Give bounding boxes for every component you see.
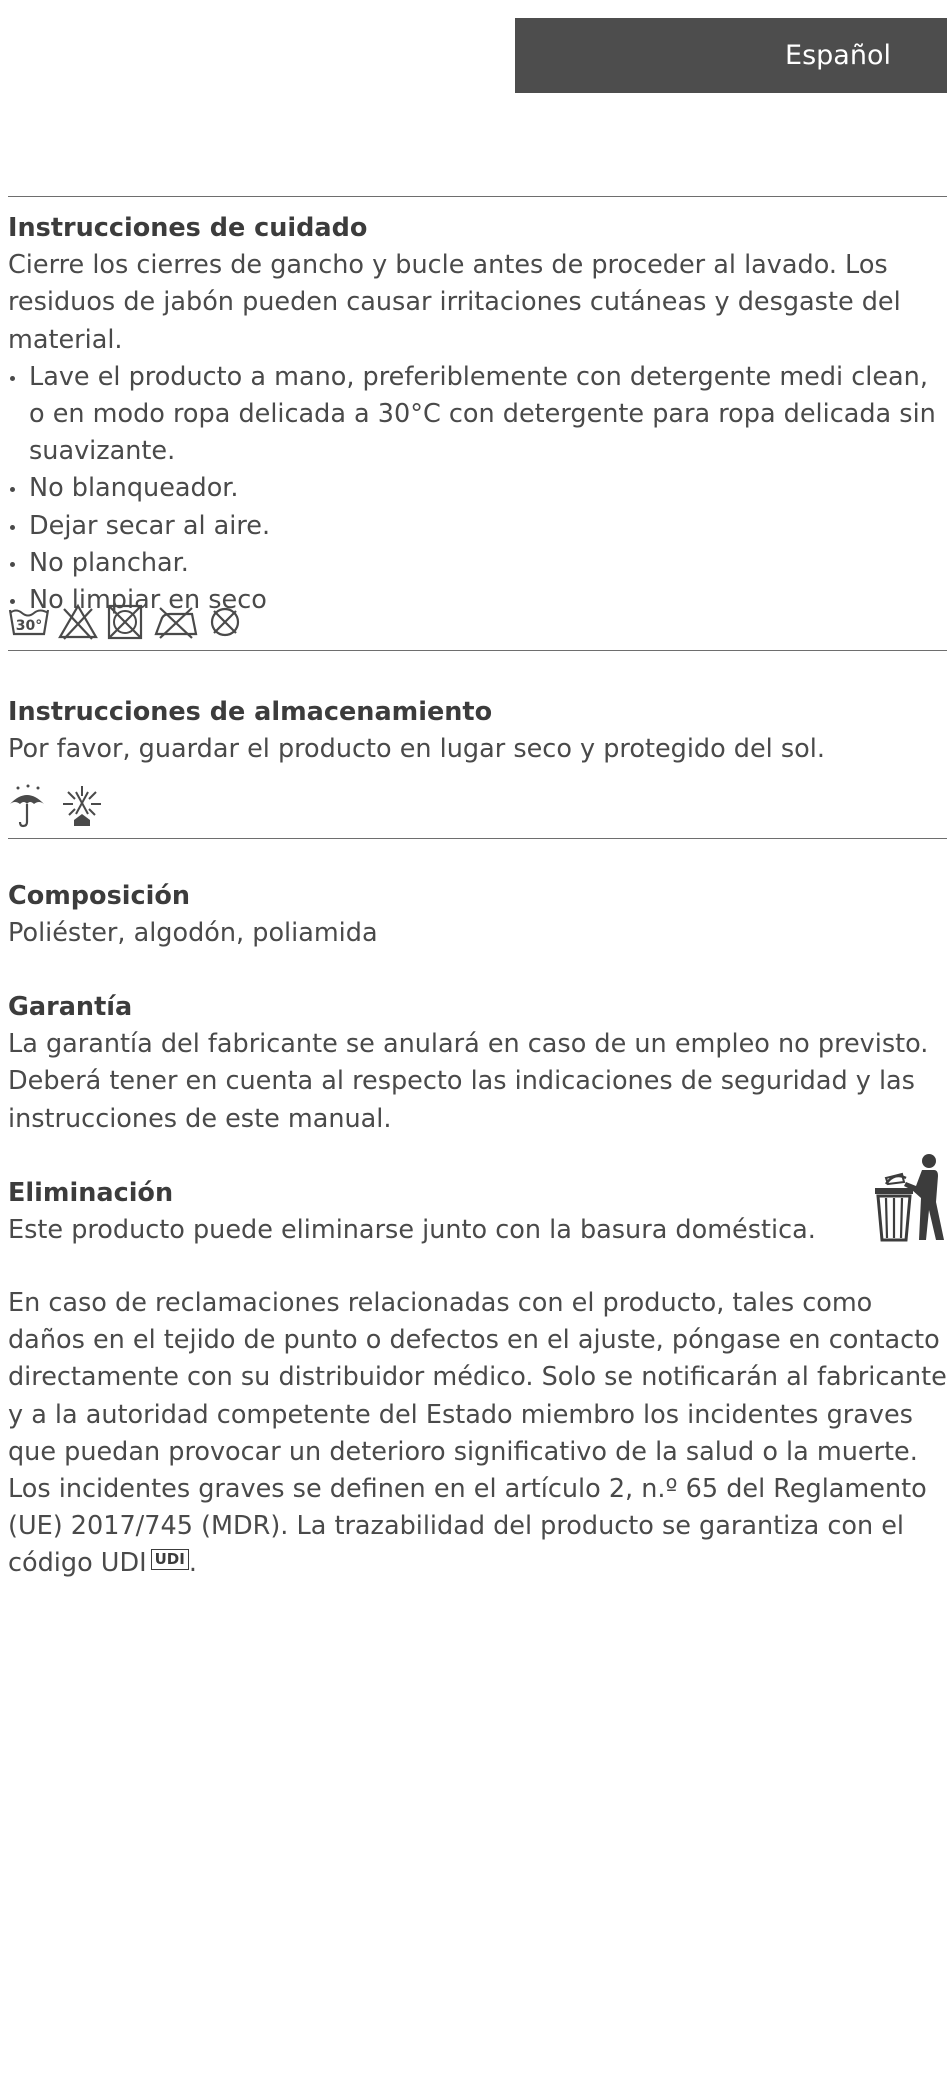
complaints-text: En caso de reclamaciones relacionadas con el producto, tales como daños en el tejido de punto o defectos en el ajuste, póngase en contacto directamente con su distribuidor médico. Solo se notificarán al fabricante y a la autoridad competente del Estado miembro los incidentes graves que puedan provocar un deterioro significativo de la salud o la muerte. Los incidentes graves se definen en el artículo 2, n.º 65 del Reglamento (UE) 2017/745 (MDR). La trazabilidad del producto se garantiza con el código UDI (8, 1288, 947, 1579)
list-item: No blanqueador. (8, 470, 947, 507)
care-heading: Instrucciones de cuidado (8, 213, 368, 243)
storage-heading: Instrucciones de almacenamiento (8, 697, 493, 727)
divider-storage (8, 838, 947, 839)
disposal-section (8, 1175, 858, 1249)
warranty-section (8, 989, 947, 1138)
no-bleach-icon (58, 603, 98, 641)
composition-text: Poliéster, algodón, poliamida (8, 918, 378, 949)
composition-heading: Composición (8, 881, 191, 911)
storage-symbols (8, 784, 104, 828)
disposal-heading: Eliminación (8, 1178, 174, 1208)
divider-top (8, 196, 947, 197)
complaints-section (8, 1285, 947, 1583)
household-waste-bin-icon (872, 1152, 946, 1242)
disposal-text: Este producto puede eliminarse junto con la basura doméstica. (8, 1215, 816, 1246)
composition-section (8, 878, 947, 952)
list-item: Dejar secar al aire. (8, 508, 947, 545)
language-label: Español (785, 40, 891, 71)
care-section (8, 210, 947, 619)
udi-badge: UDI (151, 1549, 189, 1570)
divider-care (8, 650, 947, 651)
list-item: No planchar. (8, 545, 947, 582)
storage-section (8, 694, 947, 768)
care-symbols (8, 603, 242, 641)
no-tumble-dry-icon (106, 603, 144, 641)
complaints-end: . (188, 1548, 197, 1579)
list-item: No limpiar en seco (8, 582, 947, 619)
keep-away-from-sunlight-icon (60, 784, 104, 828)
language-tab[interactable] (515, 18, 947, 93)
list-item: Lave el producto a mano, preferiblemente con detergente medi clean, o en modo ropa delicada a 30°C con detergente para ropa delicada sin suavizante. (8, 359, 947, 471)
wash-temp-label: 30° (15, 618, 43, 634)
wash-30-icon (8, 604, 50, 640)
keep-dry-umbrella-icon (8, 784, 46, 828)
warranty-text: La garantía del fabricante se anulará en caso de un empleo no previsto. Deberá tener en cuenta al respecto las indicaciones de seguridad y las instrucciones de este manual. (8, 1029, 929, 1134)
no-iron-icon (152, 604, 200, 640)
warranty-heading: Garantía (8, 992, 133, 1022)
care-intro: Cierre los cierres de gancho y bucle antes de proceder al lavado. Los residuos de jabón pueden causar irritaciones cutáneas y desgaste del material. (8, 250, 901, 355)
no-dry-clean-icon (208, 605, 242, 639)
care-list (8, 359, 947, 619)
storage-text: Por favor, guardar el producto en lugar seco y protegido del sol. (8, 734, 825, 765)
